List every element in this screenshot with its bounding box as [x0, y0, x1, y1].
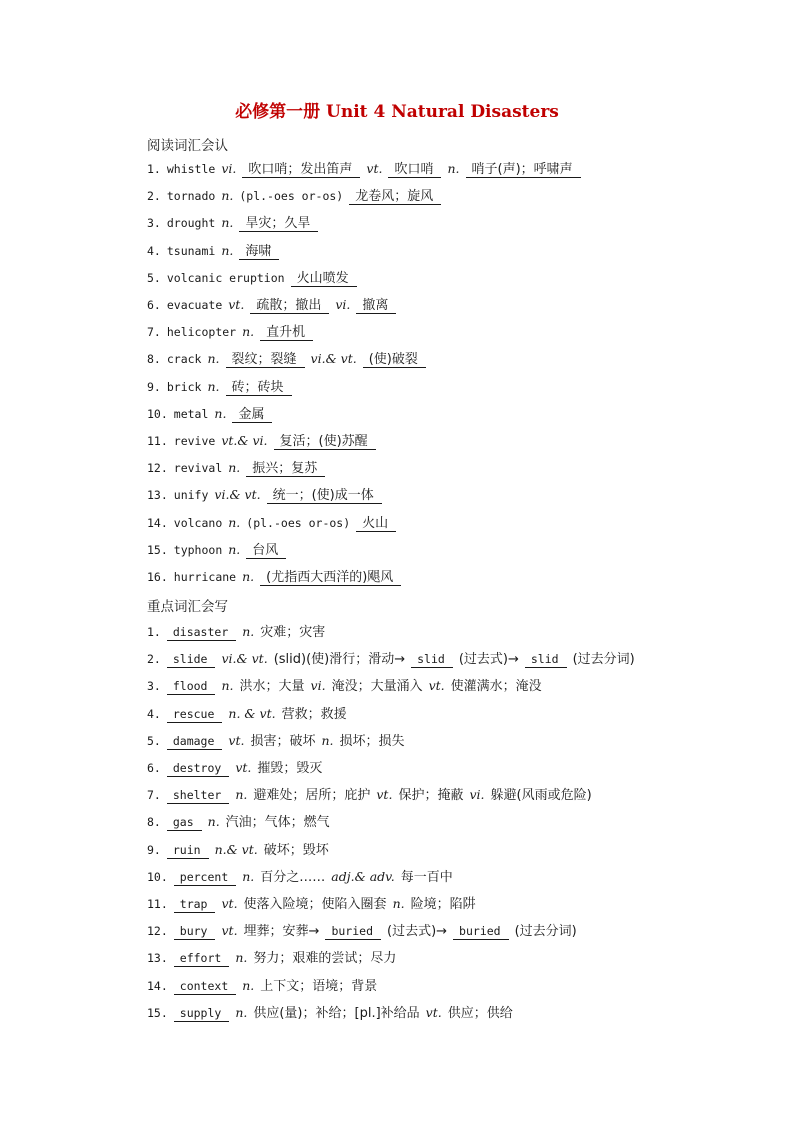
item-number: 9.	[147, 379, 161, 394]
answer-blank: 吹口哨	[388, 162, 441, 178]
part-of-speech: vt.& vi.	[221, 433, 268, 448]
item-number: 15.	[147, 542, 168, 557]
part-of-speech: vt.	[376, 787, 393, 803]
part-of-speech: n.	[235, 787, 248, 803]
answer-blank: 直升机	[260, 325, 313, 341]
part-of-speech: vt.	[235, 760, 252, 775]
answer-blank: buried	[325, 924, 381, 940]
definition-text: 汽油；气体；燃气	[225, 815, 330, 831]
part-of-speech: vi.& vt.	[221, 651, 268, 667]
answer-blank: 裂纹；裂缝	[226, 352, 305, 368]
answer-blank: ruin	[167, 843, 209, 859]
vocab-row	[147, 568, 407, 586]
item-number: 3.	[147, 216, 161, 231]
item-number: 9.	[147, 842, 161, 857]
answer-blank: 金属	[232, 407, 272, 423]
part-of-speech: n.	[242, 324, 255, 340]
answer-blank: 火山	[356, 516, 396, 532]
item-number: 13.	[147, 951, 168, 966]
part-of-speech: n.	[447, 161, 460, 176]
definition-text: 营救；救援	[281, 706, 347, 722]
vocab-row	[147, 677, 548, 696]
part-of-speech: n.	[207, 351, 220, 367]
answer-blank: 撤离	[356, 298, 396, 314]
item-number: 15.	[147, 1005, 168, 1020]
answer-blank: bury	[174, 924, 216, 940]
part-of-speech: vt.	[366, 161, 383, 176]
item-number: 14.	[147, 515, 168, 530]
item-number: 6.	[147, 761, 161, 775]
vocab-word: brick	[166, 379, 202, 394]
item-number: 5.	[147, 733, 161, 748]
vocab-row	[147, 514, 402, 532]
part-of-speech: n.	[207, 814, 220, 830]
part-of-speech: n.	[392, 896, 405, 911]
vocab-row	[147, 214, 324, 232]
answer-blank: slid	[525, 652, 567, 668]
definition-text: 损坏；损失	[339, 733, 405, 749]
part-of-speech: n.	[235, 950, 248, 966]
part-of-speech: vi.& vt.	[310, 351, 357, 367]
item-number: 4.	[147, 706, 161, 721]
answer-blank: shelter	[167, 788, 229, 804]
definition-text: (过去分词)	[572, 652, 635, 668]
answer-blank: disaster	[167, 625, 236, 641]
answer-blank: (尤指西大西洋的)飓风	[260, 570, 401, 586]
definition-text: (过去式)→	[387, 924, 448, 940]
part-of-speech: n.	[242, 868, 255, 884]
answer-blank: 火山喷发	[291, 271, 357, 287]
definition-text: 灾难；灾害	[260, 625, 326, 640]
vocab-word: crack	[166, 352, 202, 367]
part-of-speech: vi.	[335, 297, 351, 312]
vocab-word: revive	[173, 434, 216, 448]
answer-blank: 台风	[246, 543, 286, 559]
vocab-word: volcanic eruption	[166, 270, 285, 285]
page-title: 必修第一册 Unit 4 Natural Disasters	[235, 102, 559, 122]
part-of-speech: n.	[242, 624, 255, 639]
part-of-speech: vi.	[310, 678, 326, 694]
part-of-speech: n.	[235, 1004, 248, 1020]
item-number: 5.	[147, 270, 161, 285]
answer-blank: 哨子(声)；呼啸声	[466, 162, 581, 178]
definition-text: 保护；掩蔽	[398, 788, 464, 804]
part-of-speech: vt.	[428, 678, 445, 694]
answer-blank: trap	[174, 897, 216, 913]
plural-note: (pl.-oes or-os)	[239, 189, 344, 204]
part-of-speech: n.	[221, 188, 234, 204]
vocab-row	[147, 459, 331, 477]
vocab-word: drought	[166, 216, 216, 231]
vocab-row	[147, 296, 402, 314]
part-of-speech: n.	[221, 242, 234, 258]
part-of-speech: n.	[321, 732, 334, 748]
item-number: 10.	[147, 406, 168, 421]
answer-blank: effort	[174, 951, 230, 967]
part-of-speech: vi.	[469, 787, 485, 803]
vocab-row	[147, 432, 382, 450]
plural-note: (pl.-oes or-os)	[246, 515, 351, 530]
vocab-row	[147, 868, 459, 887]
definition-text: (过去分词)	[514, 924, 577, 940]
part-of-speech: adj.& adv.	[331, 868, 395, 884]
item-number: 1.	[147, 625, 161, 639]
vocab-row	[147, 732, 411, 751]
item-number: 13.	[147, 488, 168, 503]
vocab-row	[147, 187, 447, 205]
part-of-speech: n.& vt.	[214, 841, 258, 857]
answer-blank: rescue	[167, 707, 223, 723]
part-of-speech: n.	[221, 215, 234, 231]
vocab-row	[147, 813, 336, 832]
answer-blank: 旱灾；久旱	[239, 216, 318, 232]
vocab-row	[147, 650, 641, 669]
definition-text: 使落入险境；使陷入圈套	[243, 897, 387, 912]
vocab-row	[147, 1004, 519, 1023]
part-of-speech: n.	[214, 405, 227, 421]
vocab-row	[147, 242, 285, 260]
definition-text: (slid)(使)滑行；滑动→	[273, 652, 406, 668]
vocab-word: tornado	[166, 189, 216, 204]
definition-text: 破坏；毁坏	[263, 842, 329, 858]
part-of-speech: n.	[221, 678, 234, 694]
definition-text: 努力；艰难的尝试；尽力	[253, 951, 397, 967]
item-number: 11.	[147, 897, 168, 911]
definition-text: 避难处；居所；庇护	[253, 788, 371, 804]
item-number: 11.	[147, 434, 168, 448]
item-number: 4.	[147, 243, 161, 258]
definition-text: 险境；陷阱	[410, 897, 476, 912]
part-of-speech: vt.	[228, 732, 245, 748]
section-heading-writing: 重点词汇会写	[147, 599, 228, 615]
part-of-speech: vt.	[425, 1004, 442, 1020]
vocab-row	[147, 895, 482, 914]
answer-blank: damage	[167, 734, 223, 750]
definition-text: 淹没；大量涌入	[331, 679, 423, 695]
vocab-word: unify	[173, 488, 209, 503]
vocab-row	[147, 378, 298, 396]
answer-blank: percent	[174, 870, 236, 886]
answer-blank: 振兴；复苏	[246, 461, 325, 477]
item-number: 7.	[147, 325, 161, 340]
answer-blank: 疏散；撤出	[250, 298, 329, 314]
vocab-row	[147, 486, 388, 504]
item-number: 7.	[147, 788, 161, 803]
answer-blank: slide	[167, 652, 216, 668]
definition-text: 摧毁；毁灭	[257, 761, 323, 776]
part-of-speech: vt.	[228, 297, 245, 312]
definition-text: (过去式)→	[458, 652, 519, 668]
vocab-word: typhoon	[173, 542, 223, 557]
item-number: 12.	[147, 924, 168, 939]
answer-blank: destroy	[167, 761, 229, 777]
vocab-row	[147, 977, 383, 996]
definition-text: 每一百中	[400, 869, 453, 885]
answer-blank: slid	[411, 652, 453, 668]
vocab-row	[147, 922, 583, 941]
vocab-row	[147, 949, 402, 968]
answer-blank: 海啸	[239, 244, 279, 260]
answer-blank: gas	[167, 815, 202, 831]
vocab-row	[147, 841, 335, 860]
vocab-word: evacuate	[166, 298, 223, 312]
answer-blank: context	[174, 979, 236, 995]
item-number: 14.	[147, 978, 168, 993]
item-number: 8.	[147, 815, 161, 830]
item-number: 10.	[147, 869, 168, 884]
item-number: 6.	[147, 298, 161, 312]
part-of-speech: n.	[228, 514, 241, 530]
item-number: 12.	[147, 461, 168, 476]
vocab-row	[147, 323, 319, 341]
answer-blank: 统一；(使)成一体	[267, 488, 382, 504]
definition-text: 供应；供给	[447, 1005, 513, 1021]
answer-blank: supply	[174, 1006, 230, 1022]
definition-text: 洪水；大量	[239, 679, 305, 695]
definition-text: 埋葬；安葬→	[243, 924, 320, 940]
section-heading-reading: 阅读词汇会认	[147, 138, 228, 154]
vocab-word: tsunami	[166, 243, 216, 258]
item-number: 2.	[147, 189, 161, 204]
item-number: 8.	[147, 352, 161, 367]
definition-text: 使灌满水；淹没	[450, 679, 542, 695]
definition-text: 上下文；语境；背景	[260, 978, 378, 994]
item-number: 1.	[147, 162, 161, 176]
answer-blank: 砖；砖块	[226, 380, 292, 396]
part-of-speech: n.	[242, 569, 255, 584]
part-of-speech: n. & vt.	[228, 705, 276, 721]
item-number: 3.	[147, 679, 161, 694]
vocab-word: hurricane	[173, 570, 237, 584]
vocab-row	[147, 759, 328, 778]
answer-blank: flood	[167, 679, 216, 695]
part-of-speech: vt.	[221, 923, 238, 939]
part-of-speech: n.	[228, 460, 241, 476]
part-of-speech: vt.	[221, 896, 238, 911]
part-of-speech: n.	[207, 378, 220, 394]
definition-text: 供应(量)；补给；[pl.]补给品	[253, 1005, 420, 1021]
part-of-speech: vi.& vt.	[214, 487, 261, 503]
item-number: 2.	[147, 652, 161, 667]
answer-blank: 龙卷风；旋风	[349, 189, 441, 205]
vocab-word: metal	[173, 406, 209, 421]
vocab-row	[147, 786, 598, 805]
vocab-row	[147, 160, 581, 178]
item-number: 16.	[147, 570, 168, 584]
vocab-word: revival	[173, 461, 223, 476]
vocab-word: helicopter	[166, 325, 237, 340]
part-of-speech: n.	[242, 977, 255, 993]
vocab-word: volcano	[173, 515, 223, 530]
part-of-speech: n.	[228, 541, 241, 557]
definition-text: 损害；破坏	[250, 733, 316, 749]
vocab-word: whistle	[166, 162, 216, 176]
definition-text: 百分之……	[260, 869, 326, 885]
vocab-row	[147, 623, 331, 642]
answer-blank: (使)破裂	[363, 352, 426, 368]
vocab-row	[147, 269, 363, 287]
answer-blank: buried	[453, 924, 509, 940]
vocab-row	[147, 405, 278, 423]
vocab-row	[147, 541, 292, 559]
vocab-row	[147, 350, 432, 368]
vocab-row	[147, 705, 353, 724]
definition-text: 躲避(风雨或危险)	[490, 788, 592, 804]
answer-blank: 吹口哨；发出笛声	[242, 162, 360, 178]
answer-blank: 复活；(使)苏醒	[274, 434, 376, 450]
part-of-speech: vi.	[221, 161, 237, 176]
